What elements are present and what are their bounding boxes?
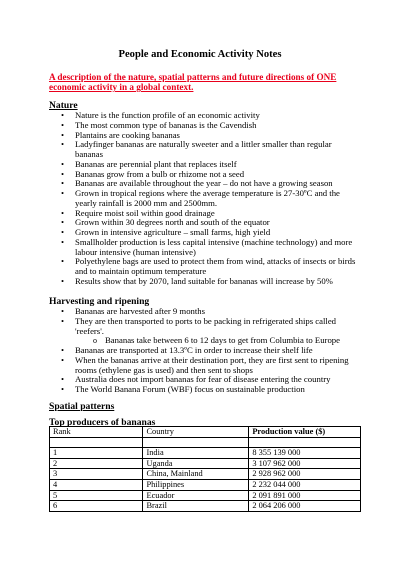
list-item: • Bananas are transported at 13.3ºC in order to increase their shelf life	[49, 346, 360, 356]
nature-heading: Nature	[49, 100, 78, 111]
spatial-heading: Spatial patterns	[49, 401, 115, 412]
list-item: • Nature is the function profile of an economic activity	[49, 111, 360, 121]
cell: Brazil	[143, 501, 249, 512]
cell: India	[143, 448, 249, 459]
table-header-row	[50, 427, 361, 438]
list-item: • Bananas are available throughout the year – do not have a growing season	[49, 179, 360, 189]
cell: 2 064 206 000	[249, 501, 361, 512]
intro-text: A description of the nature, spatial patterns and future directions of ONE economic activity in a global context.	[49, 72, 337, 93]
cell: 1	[50, 448, 143, 459]
cell: 4	[50, 479, 143, 490]
harvest-heading: Harvesting and ripening	[49, 296, 150, 307]
cell: 2 232 044 000	[249, 479, 361, 490]
producers-table	[49, 426, 361, 512]
table-title: Top producers of bananas	[49, 417, 156, 428]
list-item: • Polyethylene bags are used to protect them from wind, attacks of insects or birds and to maintain optimum temperature	[49, 257, 360, 277]
list-item: • The World Banana Forum (WBF) focus on sustainable production	[49, 385, 360, 395]
cell: Philippines	[143, 479, 249, 490]
list-item: • The most common type of bananas is the Cavendish	[49, 121, 360, 131]
table-row	[50, 458, 361, 469]
list-item: • When the bananas arrive at their destination port, they are first sent to ripening rooms (ethylene gas is used) and then sent to shops	[49, 356, 360, 376]
cell: 3 107 962 000	[249, 458, 361, 469]
header-value: Production value ($)	[249, 427, 361, 438]
cell	[249, 437, 361, 448]
page-title: People and Economic Activity Notes	[118, 49, 282, 60]
list-item: • Bananas are perennial plant that replaces itself	[49, 160, 360, 170]
list-item: • Australia does not import bananas for fear of disease entering the country	[49, 375, 360, 385]
list-subitem: o Bananas take between 6 to 12 days to get from Columbia to Europe	[49, 336, 360, 346]
table-row	[50, 437, 361, 448]
cell: 2 091 891 000	[249, 490, 361, 501]
header-country: Country	[143, 427, 249, 438]
cell: China, Mainland	[143, 469, 249, 480]
nature-list	[49, 111, 360, 287]
cell: 3	[50, 469, 143, 480]
cell: 8 355 139 000	[249, 448, 361, 459]
cell: 5	[50, 490, 143, 501]
cell	[143, 437, 249, 448]
list-item: • Plantains are cooking bananas	[49, 131, 360, 141]
cell	[50, 437, 143, 448]
list-item: • Ladyfinger bananas are naturally sweeter and a littler smaller than regular bananas	[49, 140, 360, 160]
table-row	[50, 479, 361, 490]
list-item: • Bananas grow from a bulb or rhizome not a seed	[49, 170, 360, 180]
table-row	[50, 490, 361, 501]
cell: Uganda	[143, 458, 249, 469]
list-item: • Results show that by 2070, land suitable for bananas will increase by 50%	[49, 277, 360, 287]
cell: Ecuador	[143, 490, 249, 501]
harvest-list	[49, 307, 360, 395]
table-row	[50, 448, 361, 459]
list-item: • Bananas are harvested after 9 months	[49, 307, 360, 317]
list-item: • Grown in tropical regions where the average temperature is 27-30ºC and the yearly rainfall is 2000 mm and 2500mm.	[49, 189, 360, 209]
header-rank: Rank	[50, 427, 143, 438]
cell: 2 928 962 000	[249, 469, 361, 480]
list-item: • Grown within 30 degrees north and south of the equator	[49, 218, 360, 228]
table-row	[50, 501, 361, 512]
list-item: • Require moist soil within good drainage	[49, 209, 360, 219]
list-item: • Smallholder production is less capital intensive (machine technology) and more labour intensive (human intensive)	[49, 238, 360, 258]
list-item: • They are then transported to ports to be packing in refrigerated ships called 'reefers'.	[49, 317, 360, 337]
table-row	[50, 469, 361, 480]
list-item: • Grown in intensive agriculture – small farms, high yield	[49, 228, 360, 238]
cell: 2	[50, 458, 143, 469]
cell: 6	[50, 501, 143, 512]
